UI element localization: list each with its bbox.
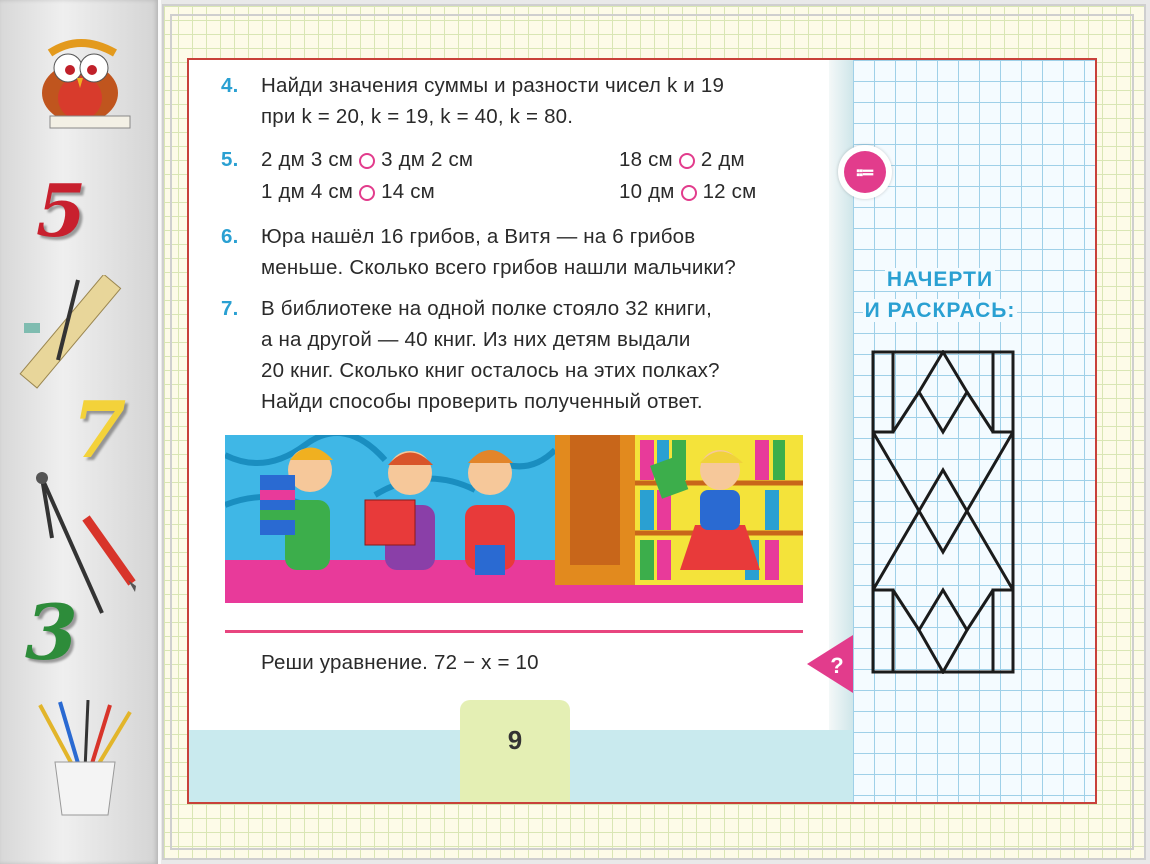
task-text-line: Найди способы проверить полученный ответ. — [261, 390, 703, 413]
deco-number-3: 3 — [25, 588, 78, 677]
pencil-cup-illustration — [30, 700, 140, 820]
section-emblem — [838, 145, 892, 199]
comparison-row — [261, 144, 473, 175]
equation-task: Реши уравнение. 72 − x = 10 — [261, 651, 539, 674]
compare-left: 2 дм 3 см — [261, 148, 354, 171]
owl-illustration — [20, 38, 145, 133]
compare-left: 10 дм — [619, 180, 675, 203]
geometric-pattern-drawing — [871, 350, 1015, 674]
comparison-row — [619, 176, 756, 207]
compare-circle-icon[interactable] — [681, 185, 697, 201]
task-number: 7. — [221, 297, 239, 320]
page-number: 9 — [460, 700, 570, 804]
compare-circle-icon[interactable] — [679, 153, 695, 169]
comparison-row — [261, 176, 435, 207]
comparison-row — [619, 144, 745, 175]
deco-number-7: 7 — [72, 385, 127, 476]
ruler-pencil-illustration — [18, 275, 133, 395]
side-heading — [855, 264, 1025, 326]
textbook-page — [187, 58, 1097, 804]
task-text-line: Юра нашёл 16 грибов, а Витя — на 6 грибов — [261, 225, 696, 248]
section-divider — [225, 630, 803, 633]
library-illustration — [225, 435, 803, 603]
compare-left: 18 см — [619, 148, 673, 171]
task-number: 6. — [221, 225, 239, 248]
compare-circle-icon[interactable] — [359, 185, 375, 201]
compare-right: 12 см — [702, 180, 757, 203]
task-number: 4. — [221, 74, 239, 97]
compare-circle-icon[interactable] — [359, 153, 375, 169]
compare-left: 1 дм 4 см — [261, 180, 354, 203]
deco-number-5: 5 — [36, 168, 87, 253]
heading-line-1: НАЧЕРТИ — [886, 268, 994, 291]
decorative-sidebar — [0, 0, 161, 864]
compare-right: 3 дм 2 см — [381, 148, 474, 171]
task-number: 5. — [221, 148, 239, 171]
task-text-line: при k = 20, k = 19, k = 40, k = 80. — [261, 105, 574, 128]
task-text-line: а на другой — 40 книг. Из них детям выдали — [261, 328, 691, 351]
task-text-line: 20 книг. Сколько книг осталось на этих полках? — [261, 359, 720, 382]
task-text-line: Найди значения суммы и разности чисел k и 19 — [261, 74, 725, 97]
heading-line-2: И РАСКРАСЬ: — [864, 299, 1016, 322]
emblem-icon: ⩴ — [844, 151, 886, 193]
question-mark: ? — [830, 653, 844, 678]
compare-right: 2 дм — [700, 148, 745, 171]
task-text-line: В библиотеке на одной полке стояло 32 книги, — [261, 297, 712, 320]
question-tab-icon[interactable] — [807, 635, 853, 693]
task-text-line: меньше. Сколько всего грибов нашли мальчики? — [261, 256, 736, 279]
compare-right: 14 см — [381, 180, 435, 203]
